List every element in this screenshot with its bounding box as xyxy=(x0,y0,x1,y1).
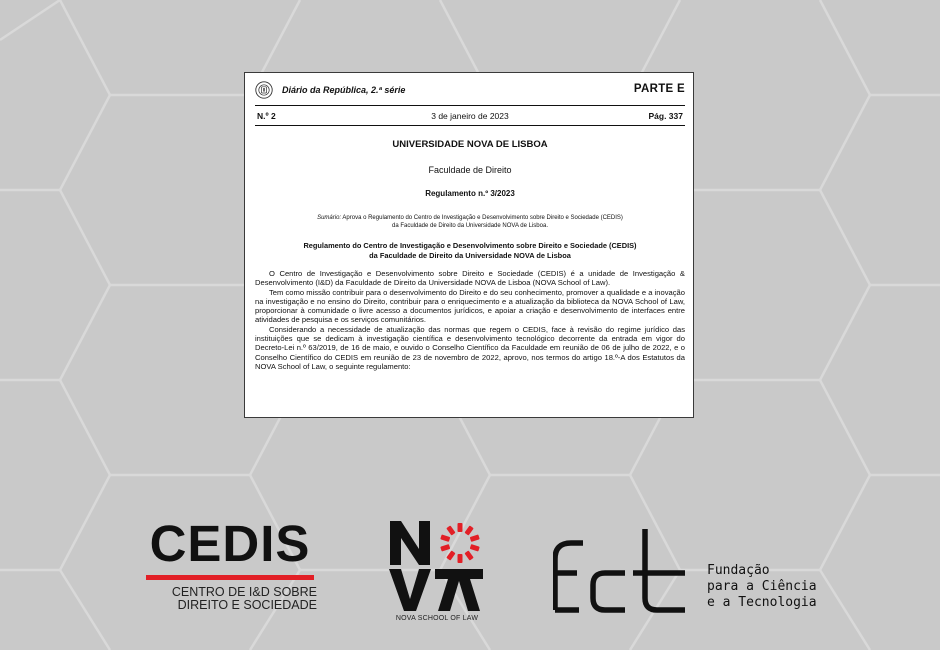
issue-date: 3 de janeiro de 2023 xyxy=(431,111,509,121)
fct-logo-mark xyxy=(553,527,693,615)
portuguese-coat-of-arms-icon xyxy=(255,81,273,99)
university-heading: UNIVERSIDADE NOVA DE LISBOA xyxy=(392,139,548,150)
journal-title: Diário da República, 2.ª série xyxy=(282,85,406,95)
regulation-title xyxy=(275,241,665,260)
header-divider xyxy=(255,105,685,106)
regulation-title-line-1: Regulamento do Centro de Investigação e Desenvolvimento sobre Direito e Sociedade (CEDIS) xyxy=(303,241,637,250)
summary xyxy=(315,214,625,230)
fct-name-line-1: Fundação xyxy=(707,563,770,578)
body-paragraph: O Centro de Investigação e Desenvolvimento sobre Direito e Sociedade (CEDIS) é a unidade de Investigação & Desenvolvimento (I&D) da Faculdade de Direito da Universidade NOVA de Lisboa (NOVA School of Law). xyxy=(255,269,685,288)
body-paragraph: Considerando a necessidade de atualização das normas que regem o CEDIS, face à revisão do regime jurídico das instituições que se dedicam à investigação científica e desenvolvimento tecnológico decorrente da entrada em vigor do Decreto-Lei n.º 63/2019, de 16 de maio, e ouvido o Conselho Científico da Faculdade em reunião de 06 de julho de 2022, e o Conselho Científico do CEDIS em reunião de 23 de novembro de 2022, aprovo, nos termos do artigo 18.º-A dos Estatutos da NOVA School of Law, o seguinte regulamento: xyxy=(255,324,685,371)
cedis-subtitle-line-1: CENTRO DE I&D SOBRE xyxy=(171,585,317,599)
part-label: PARTE E xyxy=(633,83,685,95)
body-paragraph: Tem como missão contribuir para o desenvolvimento do Direito e do seu conhecimento, promover a qualidade e a inovação na investigação e no ensino do Direito, contribuir para o enriquecimento e a atualização da biblioteca da NOVA School of Law, proporcionar à comunidade o livre acesso a documentos jurídicos, e apoiar a criação e desenvolvimento de interfaces entre atividades de pesquisa e os serviços comunitários. xyxy=(255,287,685,325)
gazette-document-excerpt xyxy=(244,72,694,418)
cedis-subtitle xyxy=(143,586,317,612)
gazette-header xyxy=(255,81,685,101)
cedis-red-bar xyxy=(146,575,314,580)
nova-subtitle: NOVA SCHOOL OF LAW xyxy=(395,615,479,622)
fct-name-line-2: para a Ciência xyxy=(707,579,817,594)
summary-label: Sumário: xyxy=(317,215,342,221)
issue-meta-row xyxy=(255,111,685,123)
page-number: Pág. 337 xyxy=(648,111,683,121)
cedis-wordmark: CEDIS xyxy=(149,515,311,572)
meta-divider xyxy=(255,125,685,126)
fct-name-line-3: e a Tecnologia xyxy=(707,595,817,610)
cedis-subtitle-line-2: DIREITO E SOCIEDADE xyxy=(177,598,317,612)
regulation-title-line-2: da Faculdade de Direito da Universidade NOVA de Lisboa xyxy=(369,250,571,260)
fct-foundation-name xyxy=(707,563,817,611)
issue-number: N.º 2 xyxy=(257,111,276,121)
faculty-heading: Faculdade de Direito xyxy=(428,165,512,175)
regulation-number: Regulamento n.º 3/2023 xyxy=(425,189,515,198)
cedis-logo xyxy=(143,515,317,616)
summary-text: Aprova o Regulamento do Centro de Investigação e Desenvolvimento sobre Direito e Sociedade (CEDIS) da Faculdade de Direito da Universidade NOVA de Lisboa. xyxy=(342,215,623,229)
nova-school-of-law-logo xyxy=(387,519,487,625)
document-body xyxy=(255,269,685,371)
nova-monogram-icon xyxy=(387,519,487,613)
